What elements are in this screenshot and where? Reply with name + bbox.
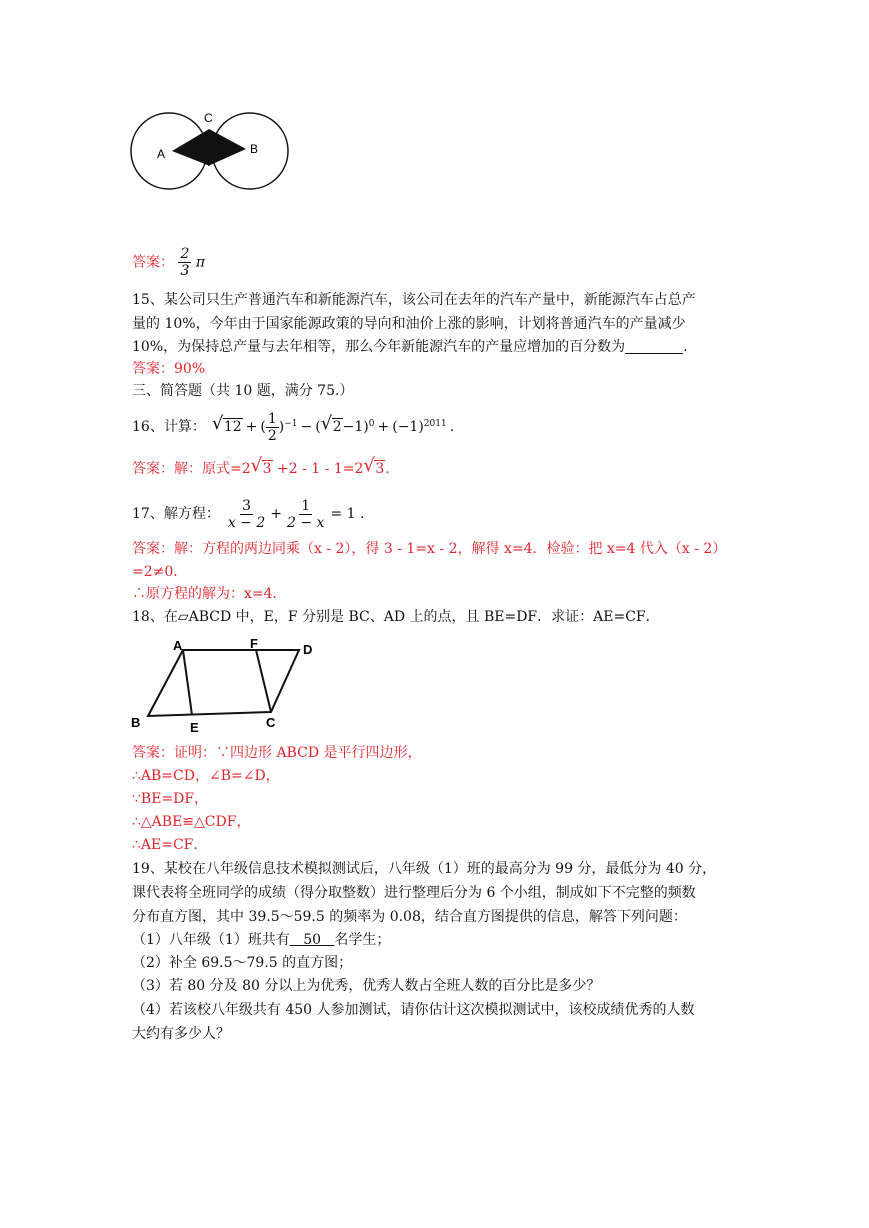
shaded-triangle-right xyxy=(208,129,246,166)
q16-prefix: 16、计算： xyxy=(132,419,206,435)
q17-f1-den: x − 2 xyxy=(227,514,266,531)
q19-p1-pre: （1）八年级（1）班共有 xyxy=(132,932,290,948)
q16-answer-rad-b: 3 xyxy=(375,461,385,477)
q16-answer-sqrt3-b xyxy=(363,455,385,477)
q16-rad2: 2 xyxy=(332,419,342,435)
q14-answer-label: 答案： xyxy=(132,254,174,271)
segment-fc xyxy=(256,650,271,712)
q17-answer-line1: 答案：解：方程的两边同乘（x - 2），得 3 - 1=x - 2，解得 x=4．检验：把 x=4 代入（x - 2） xyxy=(132,541,727,557)
q19-line2: 课代表将全班同学的成绩（得分取整数）进行整理后分为 6 个小组，制成如下不完整的频数 xyxy=(132,885,696,901)
q17-f2-num: 1 xyxy=(301,497,311,514)
q19-p1-post: 名学生； xyxy=(334,932,391,948)
label-f: F xyxy=(250,636,258,651)
q19-line3: 分布直方图，其中 39.5～59.5 的频率为 0.08，结合直方图提供的信息，解答下列问题： xyxy=(132,909,687,925)
q14-ans-pi: π xyxy=(195,254,206,271)
q15-answer: 答案：90% xyxy=(132,361,206,377)
q18-question: 18、在▱ABCD 中，E，F 分别是 BC、AD 上的点，且 BE=DF．求证：AE=CF． xyxy=(132,609,660,625)
q17-answer-line2: =2≠0． xyxy=(132,564,188,580)
q15-line3 xyxy=(132,339,688,355)
q17-question: 17、解方程： $\frac{3}{x - 2}$ + $\frac{1}{2 - x}$ = 1 . xyxy=(132,497,365,531)
q16-exp1: −1 xyxy=(284,419,298,429)
q16-answer-pre: 答案：解：原式=2 xyxy=(132,461,251,477)
q15-line3-end: . xyxy=(683,339,688,355)
q17-f1-num: 3 xyxy=(242,497,251,514)
q16-answer-sqrt3-a xyxy=(250,455,273,477)
segment-ae xyxy=(183,650,192,715)
q17-prefix: 17、解方程： xyxy=(132,506,220,522)
q19-part2: （2）补全 69.5～79.5 的直方图； xyxy=(132,955,353,971)
q19-part4-line1: （4）若该校八年级共有 450 人参加测试，请你估计这次模拟测试中，该校成绩优秀的人数 xyxy=(132,1002,695,1018)
q15-answer-blank xyxy=(625,339,683,354)
shaded-triangle-left xyxy=(172,129,210,166)
label-c: C xyxy=(266,715,276,730)
radical-icon: √ xyxy=(320,413,333,434)
parallelogram-figure xyxy=(128,636,323,736)
point-label-a: A xyxy=(157,147,166,161)
q16-half-num: 1 xyxy=(267,410,277,427)
radical-icon: √ xyxy=(250,455,263,476)
q16-answer-rad-a: 3 xyxy=(262,461,272,477)
label-b: B xyxy=(131,715,141,730)
q19-part4-line2: 大约有多少人？ xyxy=(132,1026,230,1042)
two-circles-figure xyxy=(128,108,293,194)
q16-rad1: 12 xyxy=(223,419,242,435)
q15-line2: 量的 10%，今年由于国家能源政策的导向和油价上涨的影响，计划将普通汽车的产量减少 xyxy=(132,316,686,332)
parallelogram-abcd xyxy=(148,650,299,716)
q17-answer-line3: ∴原方程的解为：x=4． xyxy=(132,586,287,602)
radical-icon: √ xyxy=(211,413,224,434)
q16-question: 16、计算： √ 12 + ( $\frac{1}{2}$ ) $^{-1}$ − ( √ 2 −1) $^0$ + (−1) $^{2011}$ . xyxy=(132,410,455,444)
q19-line1: 19、某校在八年级信息技术模拟测试后，八年级（1）班的最高分为 99 分，最低分为 40 分， xyxy=(132,861,717,877)
point-label-b: B xyxy=(250,142,259,156)
section3-heading: 三、简答题（共 10 题，满分 75.） xyxy=(132,383,354,399)
q18-proof-4: ∴△ABE≌△CDF， xyxy=(132,814,251,830)
q16-answer-mid: +2 - 1 - 1=2 xyxy=(277,461,364,477)
q16-exp2011: 2011 xyxy=(423,419,447,429)
q19-part3: （3）若 80 分及 80 分以上为优秀，优秀人数占全班人数的百分比是多少？ xyxy=(132,978,601,994)
label-e: E xyxy=(190,720,199,735)
q16-sqrt12 xyxy=(211,413,243,435)
q17-f2-den: 2 − x xyxy=(287,514,325,531)
q16-answer xyxy=(132,455,390,477)
q18-proof-2: ∴AB=CD，∠B=∠D， xyxy=(132,768,280,784)
q14-ans-num: 2 xyxy=(180,246,190,262)
q15-line1: 15、某公司只生产普通汽车和新能源汽车，该公司在去年的汽车产量中，新能源汽车占总产 xyxy=(132,292,696,308)
q17-frac2 xyxy=(285,498,326,531)
q16-answer-end: . xyxy=(385,461,390,477)
q17-rhs: = 1 . xyxy=(330,506,365,522)
q15-line3-text: 10%，为保持总产量与去年相等，那么今年新能源汽车的产量应增加的百分数为 xyxy=(132,339,626,355)
q16-half xyxy=(266,411,279,444)
q18-proof-3: ∵BE=DF， xyxy=(132,791,209,807)
q14-ans-den: 3 xyxy=(180,263,190,279)
q16-exp0: 0 xyxy=(368,419,375,429)
label-a: A xyxy=(173,638,183,653)
q14-answer-fraction xyxy=(178,246,191,279)
radical-icon: √ xyxy=(363,455,375,476)
q16-half-den: 2 xyxy=(267,427,277,444)
point-label-c: C xyxy=(204,111,213,125)
q18-proof-1: 答案：证明：∵四边形 ABCD 是平行四边形， xyxy=(132,745,422,761)
q19-part1 xyxy=(132,932,390,948)
label-d: D xyxy=(303,642,313,657)
q14-answer xyxy=(132,246,205,279)
q17-frac1 xyxy=(226,498,267,531)
q18-proof-5: ∴AE=CF． xyxy=(132,837,208,853)
q16-sqrt2 xyxy=(320,413,343,435)
q19-p1-val: 50 xyxy=(303,932,322,948)
